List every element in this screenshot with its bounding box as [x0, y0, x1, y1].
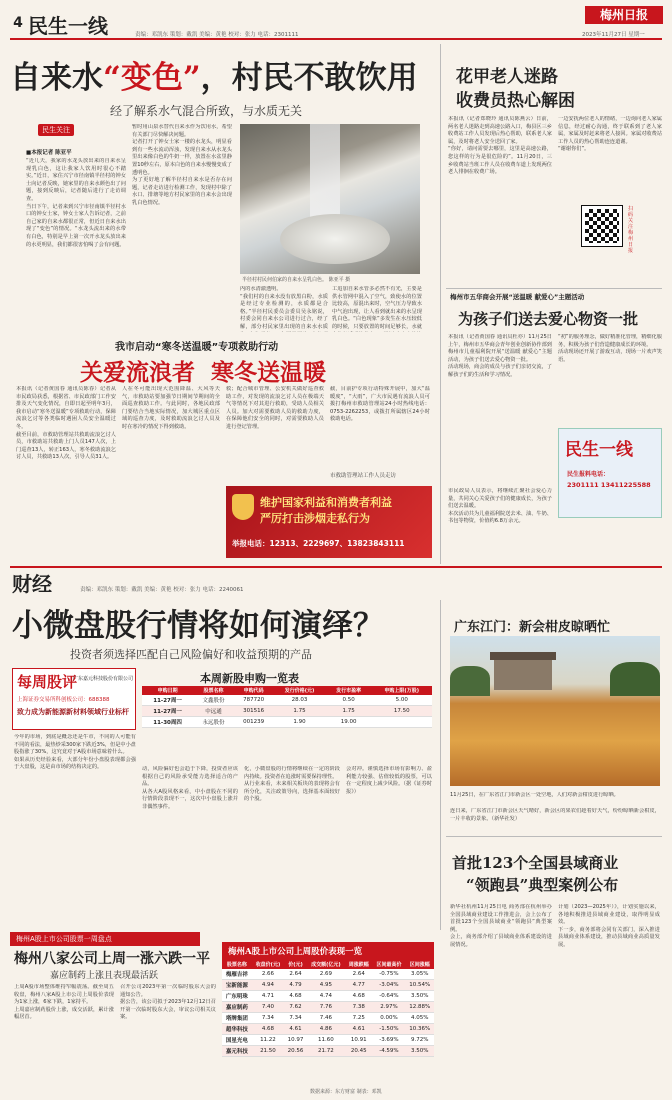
table-cell: -4.59%: [372, 1046, 405, 1057]
mz-stocks-article: [10, 932, 435, 1098]
coldcare-col-2: 人在冬可能出现大范围降温、大风等天气，市救助站要加强节日期间节期间的全面巡查救助工作。与此同时，各地民政部门要结合当地实际情况，加大城区重点区域的巡查力度，及时救助流浪乞讨人员及时在寒冷的情况下得到救助。: [122, 386, 220, 430]
table-row: [222, 1024, 434, 1035]
table-row: [142, 695, 432, 706]
table-row: [222, 980, 434, 991]
water-col-2: 暂时用山泉水替代自来水作为饮用水，希望有关部门尽快解决问题。 记者打开了钟女士家一楼的水龙头，明显看到有一些水流动浑浊，发现自来水从水龙头里出来像白色的牛奶一样，放置在水盆里静置10秒左右，原本白色的自来水慢慢变成了透明色。 为了更好地了解半径村自来水是否存在问题，记者走访进行检测工作，发现村中除了水口、排塘等地方村民家里的自来水会出现乳白色情况。: [132, 124, 232, 206]
charity-headline: 为孩子们送去爱心物资一批: [458, 310, 639, 328]
table-cell: 4.68: [252, 1024, 285, 1035]
table-cell: 7.76: [307, 1002, 345, 1013]
page-header: [0, 0, 672, 38]
table-cell: 21.50: [252, 1046, 285, 1057]
water-subtitle: 经了解系水气混合所致，与水质无关: [110, 104, 303, 118]
table-header-cell: 收盘价(元): [252, 960, 285, 969]
county-headline-1: 首批123个全国县域商业: [452, 854, 619, 872]
table-header-cell: 股票名称: [193, 686, 234, 695]
company-banner: 致力成为新能源新材料领域行业标杆: [17, 708, 129, 716]
minsheng-ad: [558, 428, 662, 518]
qr-code[interactable]: [582, 206, 622, 246]
mz-table-title: 梅州A股上市公司上周股价表现一览: [222, 942, 434, 960]
table-header-cell: 申购日期: [142, 686, 193, 695]
table-header-cell: 区间涨幅: [405, 960, 434, 969]
newspaper-logo: 梅州日报: [585, 6, 663, 24]
table-cell: 3.50%: [405, 991, 434, 1002]
table-row: [142, 717, 432, 728]
table-cell: 2.69: [307, 969, 345, 980]
table-cell: 7.62: [284, 1002, 307, 1013]
anti-smuggling-banner: [226, 486, 432, 558]
banner-line-2: 严厉打击涉烟走私行为: [260, 512, 370, 525]
finance-col-2: 动，风险偏好也会趋于下降，投资者应该根据自己的风险承受能力选择适合的产品。 从各大A股风格来看，中小盘股在不同的行情阶段表现不一，这次中小盘股上涨并非偶然事件。: [142, 766, 238, 810]
table-cell: 超华科技: [222, 1024, 252, 1035]
table-cell: 中远通: [193, 706, 234, 717]
section-title: 民生一线: [28, 14, 108, 38]
mz-col-2: 召开公司2023年第一次临时股东大会的通知公告。 据公告，该公司拟于2023年12月12日召开第一次临时股东大会，审议公司相关议案。: [120, 984, 216, 1021]
banner-line-1: 维护国家利益和消费者利益: [260, 496, 392, 509]
table-header-cell: 申购上限(万股): [371, 686, 432, 695]
mz-table-note: 数据来源：东方财富 制表：邓凯: [310, 1089, 382, 1095]
table-cell: 广东明珠: [222, 991, 252, 1002]
table-row: [222, 1035, 434, 1046]
table-cell: 7.34: [252, 1013, 285, 1024]
table-cell: [371, 717, 432, 728]
table-cell: 梅雁吉祥: [222, 969, 252, 980]
tag-label: 民生关注: [38, 124, 74, 136]
table-header-cell: 发行市盈率: [326, 686, 372, 695]
table-cell: -3.04%: [372, 980, 405, 991]
table-cell: 4.61: [284, 1024, 307, 1035]
table-cell: 0.00%: [372, 1013, 405, 1024]
table-cell: 7.38: [345, 1002, 372, 1013]
table-cell: 11-30周四: [142, 717, 193, 728]
table-header-cell: 股票名称: [222, 960, 252, 969]
jiangmen-headline: 广东江门：新会柑皮晾晒忙: [454, 620, 611, 635]
coldcare-caption: 市救助管理站工作人员走访: [330, 473, 397, 479]
water-col-4: 工追加自来水管多必然不有光，主要是供水管网中混入了空气，致使水的位置比较高，原混出来时，空气压力导致水中气泡出现，让人看到就出来的水呈现乳白色。“白色现象”多发生在水压较低的时候，只要放置的时间足够长，水就: [332, 286, 422, 330]
water-headline: 自来水“变色”，村民不敢饮用: [10, 60, 418, 96]
company-name: 广东嘉元科技股份有限公司: [73, 676, 134, 682]
coldcare-headline: 关爱流浪者 寒冬送温暖: [80, 359, 327, 386]
table-cell: 4.86: [307, 1024, 345, 1035]
table-cell: 0.50: [326, 695, 372, 706]
table-cell: 4.68: [284, 991, 307, 1002]
table-cell: 嘉应制药: [222, 1002, 252, 1013]
ad-phone: 2301111 13411225588: [567, 481, 651, 489]
mz-subtitle: 嘉应制药上涨且表现最活跃: [50, 971, 159, 981]
table-cell: 2.66: [252, 969, 285, 980]
jiangmen-caption: 11月25日，在广东省江门市新会区一处空地，人们对新会柑皮进行晾晒。: [450, 792, 619, 798]
table-cell: 10.97: [284, 1035, 307, 1046]
table-cell: 4.77: [345, 980, 372, 991]
mz-stock-table: [222, 960, 434, 1057]
water-col-1: “近几天，我家的水龙头放出来的自来水呈现乳白色，这让我家人饮用时很心不踏实。”近日，家住兴宁市径南镇半径村的钟女士向记者反映，她家里的自来水颜色出了问题，接到反映后，记者随后进行了走访调查。 当日下午，记者来到兴宁市径南镇半径村水口的钟女士家，钟女士家人告诉记者，之前自己家的自来水都很正常，但近日自来水出现了“变色”的情况。“水龙头流出来的水带有白色，特别是早上第一次开水龙头放出来的水更明显，我们都很害怕喝了会有问题。: [26, 158, 126, 248]
elderly-article: [446, 44, 662, 284]
coldcare-kicker: 我市启动“寒冬送温暖”专项救助行动: [115, 342, 279, 353]
table-cell: 28.03: [273, 695, 326, 706]
finance-subtitle: 投资者须选择匹配自己风险偏好和收益预期的产品: [70, 648, 312, 661]
report-hotline: 举报电话：12313、2229697、13823843111: [232, 539, 405, 548]
elderly-col-1: 本报讯（记者郑晓玲 通讯员陈燕云）日前，两名老人迷路走到高速公路入口，梅县区三乡收费站工作人员发现后热心帮助，联系老人家属，及时将老人安全送回了家。 “你好，请问需要去哪里，这里是高速公路，您这样的行为是很危险的”。11月20日，三乡收费站当班工作人员在收费车道上发现两位老人徘徊在收费广场。: [448, 116, 552, 176]
county-col-1: 新华社杭州11月25日电 商务部在杭州举办全国县域商业建设工作推进会，会上公布了首批123个全国县域商业“领跑县”典型案例。 会上，商务部介绍了县域商业体系建设的进展情况。: [450, 904, 552, 948]
table-cell: 永远股份: [193, 717, 234, 728]
company-note: 上海证券交易所科创板公司：688388: [17, 697, 110, 703]
table-cell: -3.69%: [372, 1035, 405, 1046]
charity-article: [446, 288, 662, 568]
table-cell: 2.97%: [372, 1002, 405, 1013]
elderly-col-2: 一边安抚两位老人的情绪，一边询问老人家属信息，经过耐心沟通，终于联系到了老人家属，家属及时赶来将老人接回。家属对收费站工作人员的热心帮助连连道谢。 “谢谢你们”。: [558, 116, 662, 153]
coldcare-article: [10, 336, 435, 566]
charity-col-2: “初”的服务理念，做好精准化管理，精细化服务，积极为孩子们营造健康成长的环境。 活动现场还开展了游戏互动，现场一片欢声笑语。: [558, 334, 662, 363]
coldcare-col-3: 救；配合城市管理、公安机关做好巡查救助工作，对发现的流浪乞讨人员在极端天气等情况下对其进行救助，受助人员相关人员。加大对需要救助人员的救助力度，在保障他们安全的同时，对需要救助人员进行登记管理。: [226, 386, 324, 430]
table-row: [142, 706, 432, 717]
mz-headline: 梅州八家公司上周一涨六跌一平: [14, 951, 210, 967]
finance-col-1: 今年的市场，到底是概念还是牛市，不同的人可能有不同的看法，最热炒采300家下跌近3%，但是中小盘股指涨了30%，这究竟对于A股市场意味着什么。 如果从历史经验来看，大部分年份小盘股表现都会强于大盘股，这是由市场的结构决定的。: [14, 734, 136, 771]
header-credits: 责编：邓凯东 策划：戴凯 美编：黄艳 校对：张力 电话：2301111: [135, 32, 299, 38]
table-cell: 7.25: [345, 1013, 372, 1024]
jiangmen-caption-2: 连日来，广东省江门市新会区天气晴好，新会区的果农们趁着好天气，纷纷晾晒新会柑皮，一片丰收的景象。（新华社发）: [450, 808, 660, 822]
ipo-table-title: 本周新股申购一览表: [200, 672, 299, 685]
table-cell: 11.22: [252, 1035, 285, 1046]
elderly-headline-2: 收费员热心解困: [456, 91, 575, 111]
table-cell: -1.50%: [372, 1024, 405, 1035]
byline: ■本报记者 陈亚平: [26, 150, 72, 156]
ipo-table: [142, 686, 432, 728]
photo-caption: 半径村村民何伯家的自来水呈乳白色。 陈亚平 摄: [242, 277, 351, 283]
table-cell: 3.05%: [405, 969, 434, 980]
finance-col-4: 会对冲。谨慎选择市场有影响力、盈利能力较强、估值较低的股票，可以在一定程度上减少风险。（据《证券时报》）: [346, 766, 432, 795]
table-cell: 5.00: [371, 695, 432, 706]
table-cell: 4.95: [307, 980, 345, 991]
charity-col-3: 市民政局人员表示，将继续汇聚社会爱心力量，共同关心关爱孩子们的健康成长，为孩子们送去温暖。 本次活动共为儿童福利院送去米、油、牛奶、书包等物资，价值约6.8万余元。: [448, 488, 552, 525]
table-header-cell: 区间最高价: [372, 960, 405, 969]
ad-subtitle: 民生报料电话：: [567, 471, 610, 478]
finance-article: [10, 598, 435, 938]
table-cell: 11-27周一: [142, 706, 193, 717]
issue-date: 2023年11月27日 星期一: [582, 32, 645, 38]
page-number: 4: [13, 15, 23, 31]
table-header-cell: 发行价格(元): [273, 686, 326, 695]
table-cell: 4.71: [252, 991, 285, 1002]
elderly-headline-1: 花甲老人迷路: [456, 67, 558, 87]
table-cell: 001239: [234, 717, 273, 728]
table-cell: 文鑫股份: [193, 695, 234, 706]
table-row: [222, 991, 434, 1002]
jiangmen-photo: [450, 636, 660, 786]
ad-title: 民生一线: [565, 440, 633, 460]
finance-col-3: 化，小微盘股的行情将继续在一定的阶段内持续。投资者在追涨时需要保持理性。 从行业来看，未来相关板块的表现将会有所分化，关注政策导向，选择基本面较好的个股。: [244, 766, 340, 803]
table-cell: 7.40: [252, 1002, 285, 1013]
table-cell: 1.75: [326, 706, 372, 717]
table-cell: 12.88%: [405, 1002, 434, 1013]
finance-credits: 责编：邓凯东 策划：戴凯 美编：黄艳 校对：张力 电话：2240061: [80, 587, 244, 593]
shield-icon: [232, 494, 254, 520]
finance-headline: 小微盘股行情将如何演绎？: [12, 608, 384, 644]
table-cell: 20.45: [345, 1046, 372, 1057]
table-cell: 21.72: [307, 1046, 345, 1057]
table-cell: 国星光电: [222, 1035, 252, 1046]
coldcare-col-4: 截，目前护专项行动特殊开展中，加大“温暖度”，“大雨”，广大市民遇有流浪人员可拨打梅州市救助管理站24小时热线电话：0753-2262253，或拨打所属辖区24小时救助电话。: [330, 386, 430, 423]
table-cell: 10.91: [345, 1035, 372, 1046]
table-cell: 宝新能源: [222, 980, 252, 991]
water-article: [10, 44, 435, 334]
table-cell: -0.64%: [372, 991, 405, 1002]
column-name: 每周股评: [17, 673, 78, 691]
county-col-2: 计划（2023—2025年）》，计划实施以来，各地积极推进县域商业建设，取得明显成效。 下一步，商务部将会同有关部门，深入推进县域商业体系建设，推动县域商业高质量发展。: [558, 904, 660, 948]
mz-kicker: 梅州A股上市公司股票一周盘点: [10, 932, 200, 946]
table-cell: 20.56: [284, 1046, 307, 1057]
coldcare-col-1: 本报讯（记者黄国春 通讯员陈春）记者从市民政局获悉，根据省、市民政部门工作安排及天气变化情况，自即日起至明年3月，我市启动“寒冬送温暖”专项救助行动，保障流浪乞讨等各类临时遇困人员安全温暖过冬。 截至目前，市救助管理站共救助流浪乞讨人员，市救助站共救助上门人员147人次，上门巡查13人，转正163人，寒冬救助流浪乞讨人员，共救助13人次，引导人员31人。: [16, 386, 116, 461]
table-cell: 19.00: [326, 717, 372, 728]
table-cell: 11.60: [307, 1035, 345, 1046]
table-cell: 2.64: [284, 969, 307, 980]
charity-col-1: 本报讯（记者黄国春 通讯员杜亦）11月25日上午，梅州市五华商会青年创业创新协作部到梅州市儿童福利院开展“送温暖 献爱心”主题活动，为孩子们送去爱心物资一批。 活动现场，商会的成员与孩子们亲切交流，了解孩子们的生活和学习情况。: [448, 334, 552, 378]
table-cell: 301516: [234, 706, 273, 717]
table-cell: 10.54%: [405, 980, 434, 991]
table-header-cell: 价(元): [284, 960, 307, 969]
table-cell: 4.05%: [405, 1013, 434, 1024]
table-cell: 嘉元科技: [222, 1046, 252, 1057]
table-cell: 4.68: [345, 991, 372, 1002]
table-cell: 2.64: [345, 969, 372, 980]
table-cell: 7.46: [307, 1013, 345, 1024]
table-cell: 787720: [234, 695, 273, 706]
water-photo: [240, 124, 420, 274]
table-cell: 10.36%: [405, 1024, 434, 1035]
table-cell: 1.75: [273, 706, 326, 717]
table-cell: 塔牌集团: [222, 1013, 252, 1024]
qr-label: 扫码关注梅州日报: [628, 206, 634, 254]
table-row: [222, 1002, 434, 1013]
table-cell: 7.34: [284, 1013, 307, 1024]
table-header-cell: 成交额(亿元): [307, 960, 345, 969]
table-row: [222, 969, 434, 980]
table-cell: 9.72%: [405, 1035, 434, 1046]
table-cell: 3.50%: [405, 1046, 434, 1057]
table-cell: 4.79: [284, 980, 307, 991]
table-header-cell: 周涨跌幅: [345, 960, 372, 969]
table-cell: 17.50: [371, 706, 432, 717]
table-header-cell: 申购代码: [234, 686, 273, 695]
county-headline-2: “领跑县”典型案例公布: [466, 876, 619, 894]
table-cell: 4.61: [345, 1024, 372, 1035]
table-row: [222, 1013, 434, 1024]
water-col-3: 内的水清澈透明。 “我们村的自来水没有放黑白粉，水质是经过专业检测的，水质都是合格。”半径村民委员会委员吴永铭说，村委会同自来水公司进行过合，经了解，部分村民家里出现的自来水水质: [240, 286, 328, 330]
table-cell: 4.74: [307, 991, 345, 1002]
charity-kicker: 梅州市五华商会开展“送温暖 献爱心”主题活动: [450, 293, 585, 301]
table-cell: -0.75%: [372, 969, 405, 980]
table-row: [222, 1046, 434, 1057]
mz-col-1: 上周A股市场整体维持窄幅震荡。截至周五收盘，梅州八家A股上市公司上周股价表现为1家上涨，6家下跌，1家持平。 上周嘉应制药股价上涨，成交活跃，累计涨幅居首。: [14, 984, 114, 1021]
table-cell: 11-27周一: [142, 695, 193, 706]
stock-column-box: [12, 668, 136, 730]
table-cell: 4.94: [252, 980, 285, 991]
finance-section-title: 财经: [12, 572, 52, 596]
table-cell: 1.90: [273, 717, 326, 728]
jiangmen-article: [446, 600, 662, 930]
